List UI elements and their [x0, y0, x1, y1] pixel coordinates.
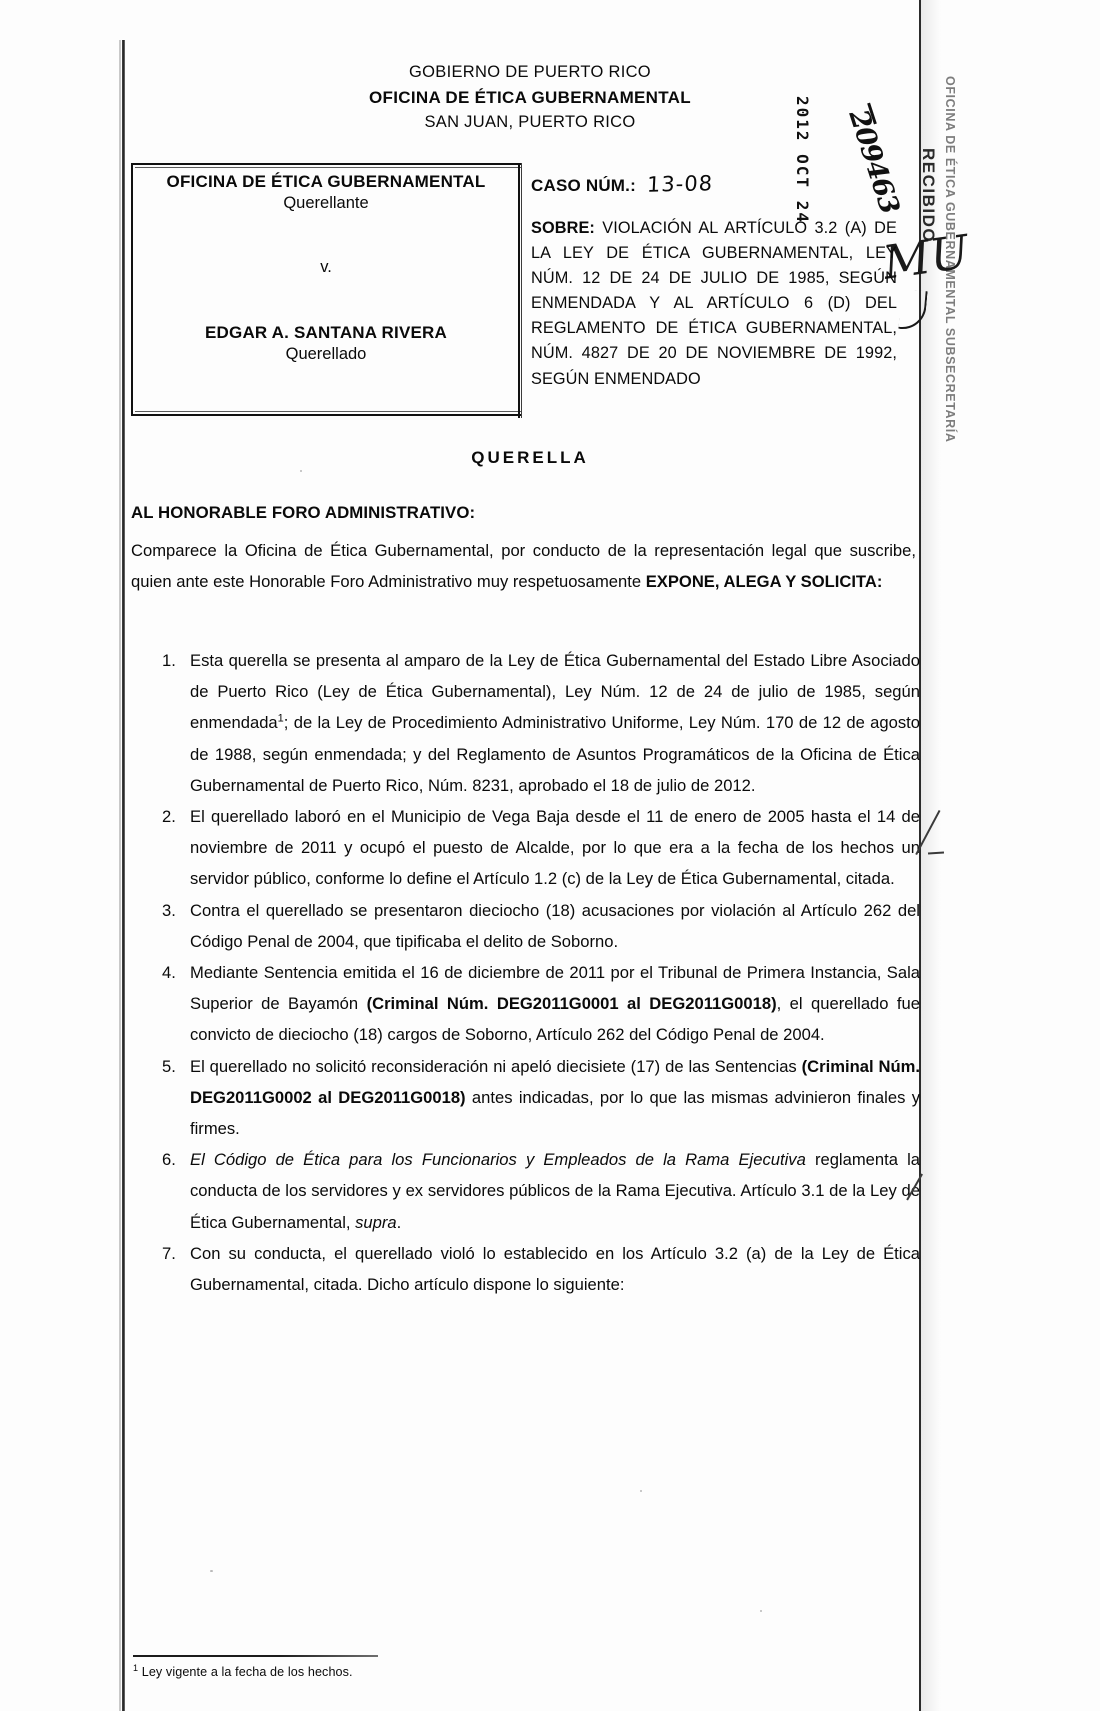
- list-item-number: 7.: [162, 1243, 176, 1263]
- received-stamp-date: 2012 OCT 24: [793, 96, 812, 224]
- caption-plaintiff: [140, 172, 512, 213]
- subject-text: VIOLACIÓN AL ARTÍCULO 3.2 (A) DE LA LEY DE ÉTICA GUBERNAMENTAL, LEY NÚM. 12 DE 24 DE JULIO DE 1985, SEGÚN ENMENDADA Y AL ARTÍCULO 6 (D) DEL REGLAMENTO DE ÉTICA GUBERNAMENTAL, NÚM. 4827 DE 20 DE NOVIEMBRE DE 1992, SEGÚN ENMENDADO: [531, 219, 897, 388]
- header-line-office: OFICINA DE ÉTICA GUBERNAMENTAL: [369, 88, 691, 107]
- list-item-number: 6.: [162, 1150, 176, 1170]
- list-item: [160, 1144, 920, 1238]
- list-item: [160, 895, 920, 957]
- list-item: [160, 957, 920, 1051]
- intro-paragraph: [131, 535, 916, 597]
- list-item: [160, 645, 920, 801]
- footnote: [133, 1662, 353, 1679]
- received-stamp-label: RECIBIDO: [919, 148, 938, 244]
- plaintiff-role: Querellante: [283, 194, 369, 212]
- case-number-label: CASO NÚM.:: [531, 176, 636, 195]
- received-stamp-number: 209463: [842, 106, 905, 218]
- list-item: [160, 1238, 920, 1300]
- caption-center-divider: [518, 163, 522, 418]
- scan-edge-left: [122, 40, 125, 1711]
- footnote-separator: [133, 1655, 378, 1657]
- scan-speckle: [640, 1490, 642, 1492]
- header-line-city: SAN JUAN, PUERTO RICO: [424, 113, 636, 131]
- list-item-text: Mediante Sentencia emitida el 16 de diciembre de 2011 por el Tribunal de Primera Instancia, Sala Superior de Bayamón (Criminal Núm. DEG2011G0001 al DEG2011G0018), el querellado fue convicto de dieciocho (18) cargos de Soborno, Artículo 262 del Código Penal de 2004.: [190, 963, 921, 1045]
- defendant-role: Querellado: [285, 345, 367, 363]
- subject-label: SOBRE:: [531, 219, 595, 237]
- caption-subject: [531, 216, 897, 392]
- list-item-number: 5.: [162, 1056, 176, 1076]
- numbered-allegations-list: [160, 645, 920, 1300]
- footnote-marker: 1: [133, 1662, 139, 1673]
- list-item-number: 2.: [162, 807, 176, 827]
- list-item-text: El querellado laboró en el Municipio de Vega Baja desde el 11 de enero de 2005 hasta el 14 de noviembre de 2011 y ocupó el puesto de Alcalde, por lo que era a la fecha de los hechos un servidor público, conforme lo define el Artículo 1.2 (c) de la Ley de Ética Gubernamental, citada.: [190, 807, 920, 889]
- document-title: QUERELLA: [471, 448, 589, 467]
- list-item-number: 4.: [162, 963, 176, 983]
- footnote-text: Ley vigente a la fecha de los hechos.: [141, 1665, 353, 1679]
- list-item: [160, 801, 920, 895]
- salutation: AL HONORABLE FORO ADMINISTRATIVO:: [131, 503, 476, 522]
- received-stamp-office: OFICINA DE ÉTICA GUBERNAMENTAL SUBSECRETARÍA: [943, 76, 957, 443]
- header-line-government: GOBIERNO DE PUERTO RICO: [409, 63, 651, 81]
- list-item-text: Con su conducta, el querellado violó lo establecido en los Artículo 3.2 (a) de la Ley de Ética Gubernamental, citada. Dicho artículo dispone lo siguiente:: [190, 1243, 920, 1295]
- intro-text: Comparece la Oficina de Ética Gubernamental, por conducto de la representación legal que suscribe, quien ante este Honorable Foro Administrativo muy respetuosamente: [131, 541, 916, 591]
- caption-defendant: [140, 323, 512, 364]
- list-item-text: Esta querella se presenta al amparo de la Ley de Ética Gubernamental del Estado Libre Asociado de Puerto Rico (Ley de Ética Gubernamental), Ley Núm. 12 de 24 de julio de 1985, según enmendada$^1$; de la Ley de Procedimiento Administrativo Uniforme, Ley Núm. 170 de 12 de agosto de 1988, según enmendada; y del Reglamento de Asuntos Programáticos de la Oficina de Ética Gubernamental de Puerto Rico, Núm. 8231, aprobado el 18 de julio de 2012.: [190, 651, 920, 795]
- caption-versus: v.: [320, 258, 332, 276]
- list-item: [160, 1051, 920, 1145]
- received-stamp-initials: MU: [879, 224, 973, 290]
- scan-speckle: [210, 1570, 213, 1572]
- scan-speckle: [760, 1610, 762, 1612]
- list-item-text: El querellado no solicitó reconsideración ni apeló diecisiete (17) de las Sentencias (Criminal Núm. DEG2011G0002 al DEG2011G0018) antes indicadas, por lo que las mismas advinieron finales y firmes.: [190, 1056, 920, 1139]
- list-item-number: 1.: [162, 651, 176, 670]
- intro-bold-clause: EXPONE, ALEGA Y SOLICITA:: [645, 572, 883, 591]
- scan-edge-left-soft: [119, 40, 121, 1711]
- list-item-number: 3.: [162, 900, 176, 920]
- defendant-name: EDGAR A. SANTANA RIVERA: [205, 323, 447, 342]
- list-item-text: El Código de Ética para los Funcionarios y Empleados de la Rama Ejecutiva reglamenta la conducta de los servidores y ex servidores públicos de la Rama Ejecutiva. Artículo 3.1 de la Ley de Ética Gubernamental, supra.: [190, 1150, 920, 1232]
- scan-speckle: [300, 470, 302, 472]
- plaintiff-name: OFICINA DE ÉTICA GUBERNAMENTAL: [166, 172, 486, 191]
- case-number-row: [531, 172, 713, 196]
- list-item-text: Contra el querellado se presentaron dieciocho (18) acusaciones por violación al Artículo 262 del Código Penal de 2004, que tipificaba el delito de Soborno.: [190, 900, 920, 951]
- case-number-value: 13-08: [646, 171, 714, 197]
